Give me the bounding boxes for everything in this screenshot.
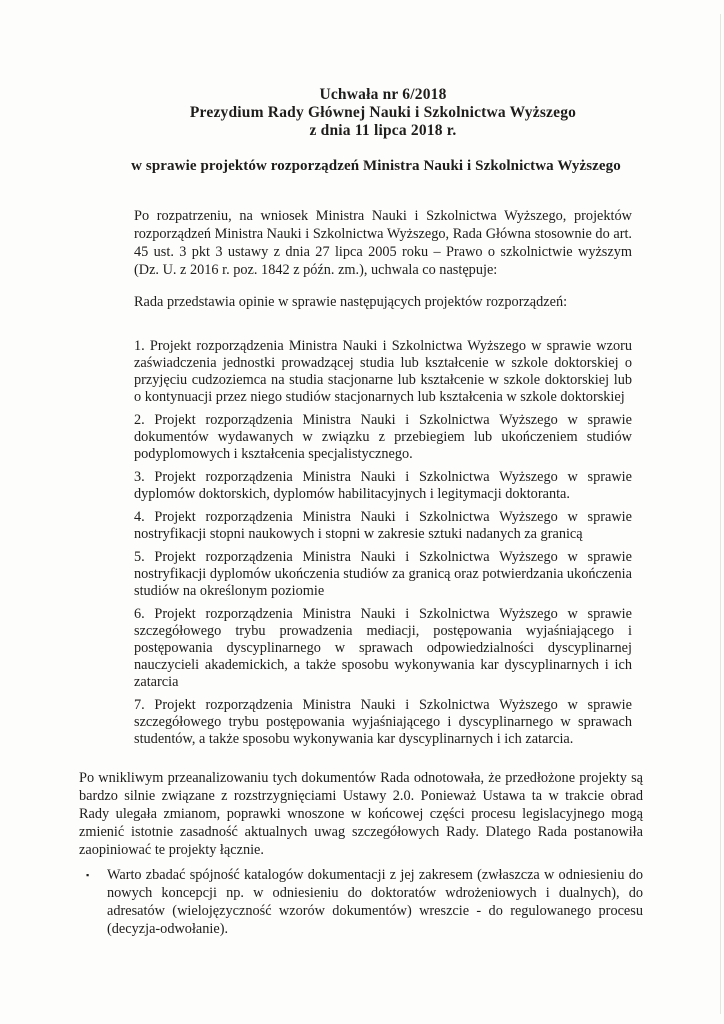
remarks-list	[79, 866, 643, 938]
resolution-number: Uchwała nr 6/2018	[319, 86, 447, 103]
remark-item	[79, 866, 643, 938]
project-list-item: 2. Projekt rozporządzenia Ministra Nauki i Szkolnictwa Wyższego w sprawie dokumentów wydawanych w związku z przebiegiem lub ukończeniem studiów podyplomowych i kształcenia specjalistycznego.	[134, 412, 632, 462]
intro-line: Rada przedstawia opinie w sprawie następujących projektów rozporządzeń:	[134, 294, 568, 310]
remark-text: Warto zbadać spójność katalogów dokumentacji z jej zakresem (zwłaszcza w odniesieniu do nowych koncepcji np. w odniesieniu do doktoratów wdrożeniowych i dualnych), do adresatów (wielojęzyczność wzorów dokumentów) wreszcie - do regulowanego procesu (decyzja-odwołanie).	[107, 867, 643, 937]
project-list-item: 4. Projekt rozporządzenia Ministra Nauki i Szkolnictwa Wyższego w sprawie nostryfikacji stopni naukowych i stopni w zakresie sztuki nadanych za granicą	[134, 509, 632, 542]
project-list-item: 1. Projekt rozporządzenia Ministra Nauki i Szkolnictwa Wyższego w sprawie wzoru zaświadczenia jednostki prowadzącej studia lub kształcenie w szkole doktorskiej o przyjęciu cudzoziemca na studia stacjonarne lub kształcenie w szkole doktorskiej lub o kontynuacji przez niego studiów stacjonarnych lub kształcenia w szkole doktorskiej	[134, 338, 632, 405]
preamble-paragraph: Po rozpatrzeniu, na wniosek Ministra Nauki i Szkolnictwa Wyższego, projektów rozporządzeń Ministra Nauki i Szkolnictwa Wyższego, Rada Główna stosownie do art. 45 ust. 3 pkt 3 ustawy z dnia 27 lipca 2005 roku – Prawo o szkolnictwie wyższym (Dz. U. z 2016 r. poz. 1842 z późn. zm.), uchwala co następuje:	[134, 208, 632, 278]
document-header	[134, 0, 632, 140]
subject-line: w sprawie projektów rozporządzeń Ministra Nauki i Szkolnictwa Wyższego	[131, 158, 621, 174]
project-list	[134, 338, 632, 748]
project-list-item: 3. Projekt rozporządzenia Ministra Nauki i Szkolnictwa Wyższego w sprawie dyplomów doktorskich, dyplomów habilitacyjnych i legitymacji doktoranta.	[134, 469, 632, 502]
issuing-body: Prezydium Rady Głównej Nauki i Szkolnictwa Wyższego	[189, 104, 577, 121]
scan-edge-artifact	[720, 14, 721, 1014]
resolution-body	[134, 207, 632, 748]
project-list-item: 7. Projekt rozporządzenia Ministra Nauki i Szkolnictwa Wyższego w sprawie szczegółowego trybu postępowania wyjaśniającego i dyscyplinarnego w sprawach studentów, a także sposobu wykonywania kar dyscyplinarnych i ich zatarcia.	[134, 697, 632, 747]
conclusion-section	[79, 769, 643, 938]
square-bullet-icon: ▪	[86, 870, 90, 880]
conclusion-paragraph: Po wnikliwym przeanalizowaniu tych dokumentów Rada odnotowała, że przedłożone projekty są bardzo silnie związane z rozstrzygnięciami Ustawy 2.0. Ponieważ Ustawa ta w trakcie obrad Rady ulegała zmianom, poprawki wnoszone w końcowej części procesu legislacyjnego mogą zmienić istotnie zasadność aktualnych uwag szczegółowych Rady. Dlatego Rada postanowiła zaopiniować te projekty łącznie.	[79, 770, 643, 858]
resolution-date: z dnia 11 lipca 2018 r.	[309, 122, 457, 139]
project-list-item: 5. Projekt rozporządzenia Ministra Nauki i Szkolnictwa Wyższego w sprawie nostryfikacji dyplomów ukończenia studiów za granicą oraz potwierdzania ukończenia studiów na określonym poziomie	[134, 549, 632, 599]
project-list-item: 6. Projekt rozporządzenia Ministra Nauki i Szkolnictwa Wyższego w sprawie szczegółowego trybu prowadzenia mediacji, postępowania wyjaśniającego i postępowania dyscyplinarnego w sprawach odpowiedzialności dyscyplinarnej nauczycieli akademickich, a także sposobu wykonywania kar dyscyplinarnych i ich zatarcia	[134, 606, 632, 690]
